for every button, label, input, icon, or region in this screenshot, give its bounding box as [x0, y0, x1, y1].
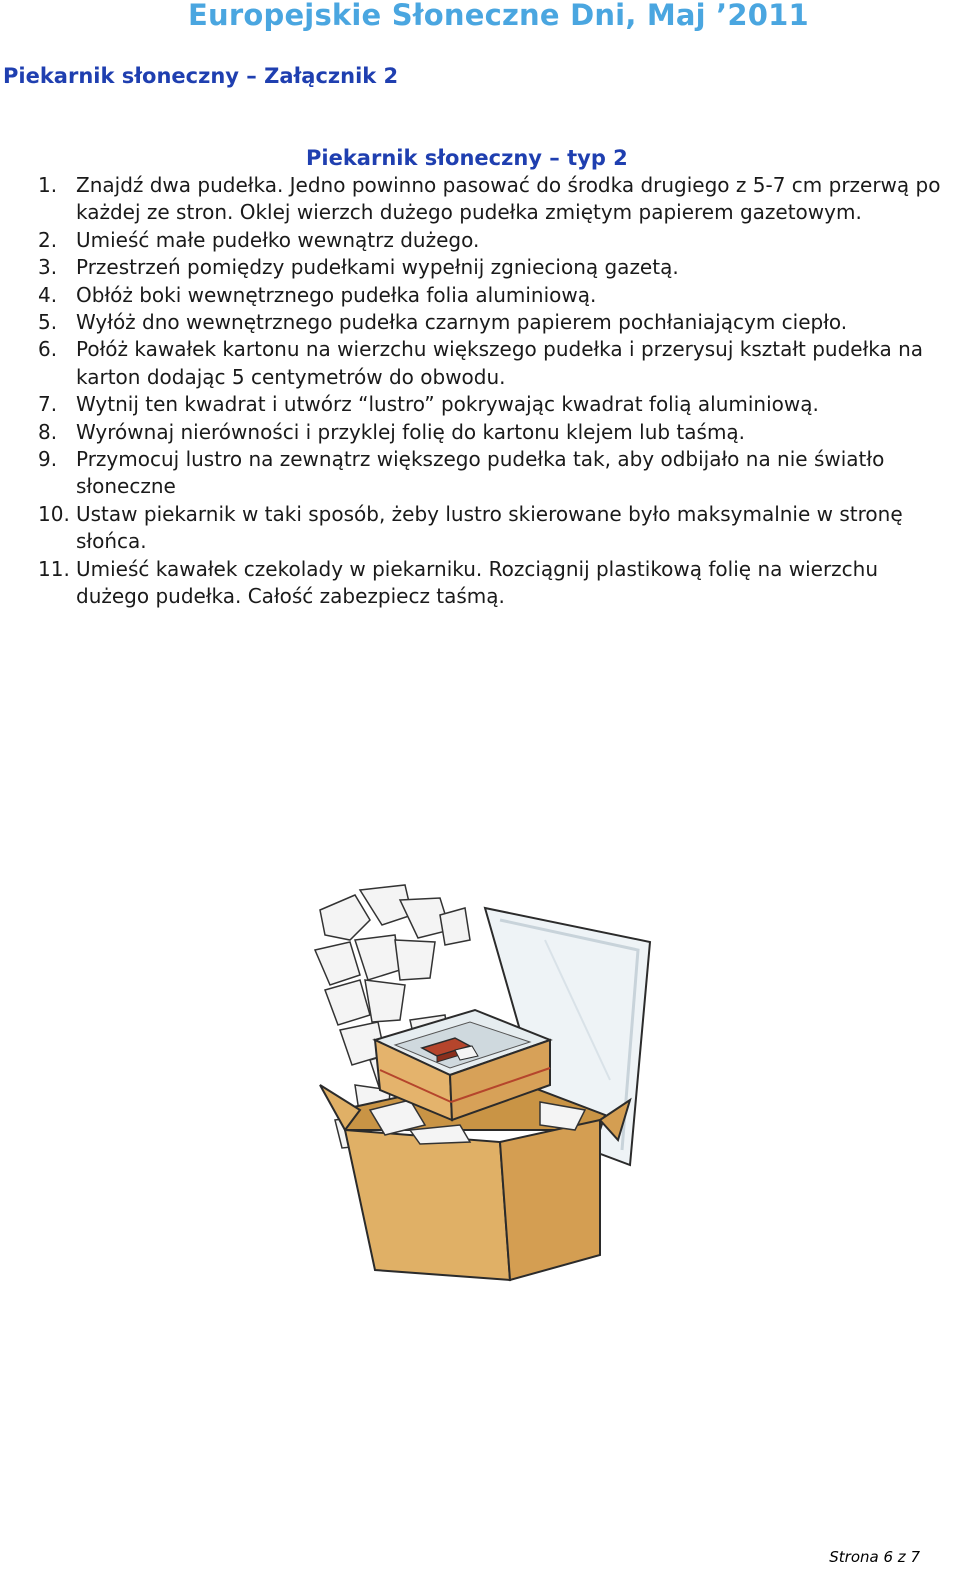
instruction-step [0, 556, 960, 611]
instruction-step [0, 172, 960, 227]
instruction-step [0, 282, 960, 309]
step-text: Przestrzeń pomiędzy pudełkami wypełnij zgniecioną gazetą. [76, 255, 679, 280]
page-number: Strona 6 z 7 [829, 1548, 920, 1566]
step-text: Wyrównaj nierówności i przyklej folię do kartonu klejem lub taśmą. [76, 419, 746, 444]
step-number: 10. [38, 501, 70, 526]
instruction-step [0, 501, 960, 556]
step-number: 11. [38, 556, 70, 581]
instruction-step [0, 419, 960, 446]
instruction-step [0, 309, 960, 336]
step-text: Wyłóż dno wewnętrznego pudełka czarnym papierem pochłaniającym ciepło. [76, 310, 848, 335]
step-number: 9. [38, 447, 58, 472]
step-text: Umieść kawałek czekolady w piekarniku. Rozciągnij plastikową folię na wierzchu dużego pudełka. Całość zabezpiecz taśmą. [76, 556, 879, 609]
instruction-step [0, 336, 960, 391]
step-number: 8. [38, 419, 58, 444]
instruction-step [0, 254, 960, 281]
step-number: 6. [38, 337, 58, 362]
instructions-subtitle: Piekarnik słoneczny – typ 2 [306, 146, 628, 170]
step-number: 4. [38, 282, 58, 307]
step-number: 7. [38, 392, 58, 417]
instruction-step [0, 227, 960, 254]
instruction-list [0, 172, 960, 611]
solar-oven-illustration [300, 880, 750, 1290]
step-text: Ustaw piekarnik w taki sposób, żeby lustro skierowane było maksymalnie w stronę słońca. [76, 501, 903, 554]
document-title: Europejskie Słoneczne Dni, Maj ’2011 [188, 0, 809, 32]
step-text: Znajdź dwa pudełka. Jedno powinno pasować do środka drugiego z 5-7 cm przerwą po każdej ze stron. Oklej wierzch dużego pudełka zmiętym papierem gazetowym. [76, 173, 941, 225]
step-text: Przymocuj lustro na zewnątrz większego pudełka tak, aby odbijało na nie światło słoneczne [76, 447, 885, 499]
step-number: 5. [38, 310, 58, 335]
step-number: 1. [38, 173, 58, 197]
step-text: Obłóż boki wewnętrznego pudełka folia aluminiową. [76, 282, 597, 307]
step-text: Połóż kawałek kartonu na wierzchu większego pudełka i przerysuj kształt pudełka na karton dodając 5 centymetrów do obwodu. [76, 337, 924, 389]
step-text: Umieść małe pudełko wewnątrz dużego. [76, 227, 480, 252]
step-number: 2. [38, 227, 58, 252]
instruction-step [0, 391, 960, 418]
step-text: Wytnij ten kwadrat i utwórz “lustro” pokrywając kwadrat folią aluminiową. [76, 392, 819, 417]
section-title: Piekarnik słoneczny – Załącznik 2 [3, 64, 399, 88]
instruction-step [0, 446, 960, 501]
step-number: 3. [38, 255, 58, 280]
